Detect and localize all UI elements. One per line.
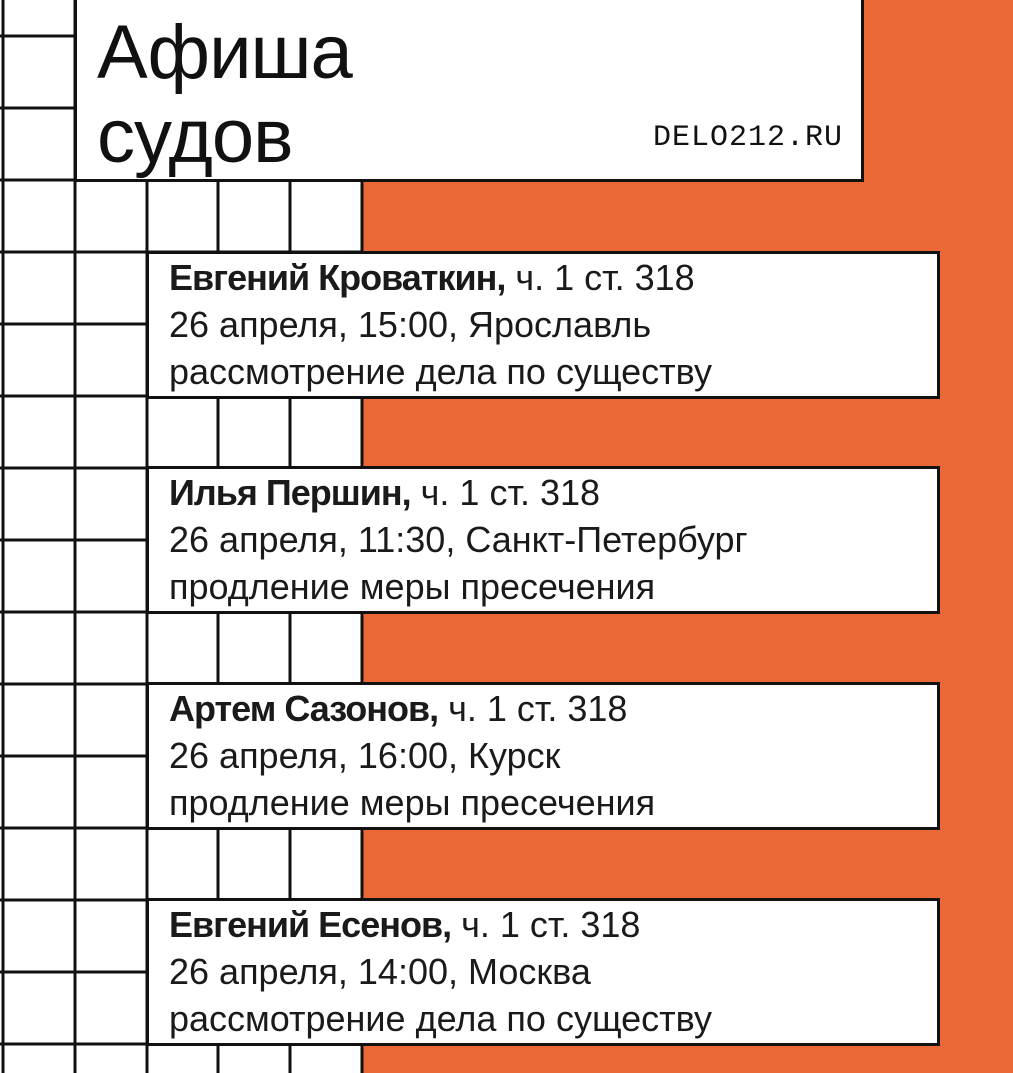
case-article: ч. 1 ст. 318: [438, 688, 628, 729]
title-line-2: судов: [97, 94, 293, 179]
case-stage: продление меры пресечения: [169, 782, 656, 823]
case-datetime-place: 26 апреля, 14:00, Москва: [169, 951, 591, 992]
case-datetime-place: 26 апреля, 11:30, Санкт-Петербург: [169, 519, 748, 560]
case-stage: продление меры пресечения: [169, 566, 656, 607]
case-card: [146, 898, 940, 1046]
case-article: ч. 1 ст. 318: [451, 904, 641, 945]
case-stage: рассмотрение дела по существу: [169, 351, 713, 392]
case-datetime-place: 26 апреля, 15:00, Ярославль: [169, 304, 652, 345]
site-label: DELO212.RU: [652, 121, 843, 155]
case-article: ч. 1 ст. 318: [410, 472, 601, 513]
case-datetime-place: 26 апреля, 16:00, Курск: [169, 735, 561, 776]
case-heading: [169, 689, 627, 729]
defendant-name: Артем Сазонов,: [169, 688, 439, 729]
page-title: [97, 11, 352, 179]
case-card: [146, 682, 940, 830]
case-heading: [169, 473, 600, 513]
case-stage: рассмотрение дела по существу: [169, 998, 713, 1039]
case-heading: [169, 258, 695, 298]
defendant-name: Илья Першин,: [169, 472, 411, 513]
title-box: [74, 0, 864, 182]
case-heading: [169, 905, 640, 945]
defendant-name: Евгений Кроваткин,: [169, 257, 506, 298]
case-card: [146, 466, 940, 614]
title-line-1: Афиша: [97, 10, 352, 95]
case-card: [146, 251, 940, 399]
case-article: ч. 1 ст. 318: [505, 257, 695, 298]
defendant-name: Евгений Есенов,: [169, 904, 452, 945]
